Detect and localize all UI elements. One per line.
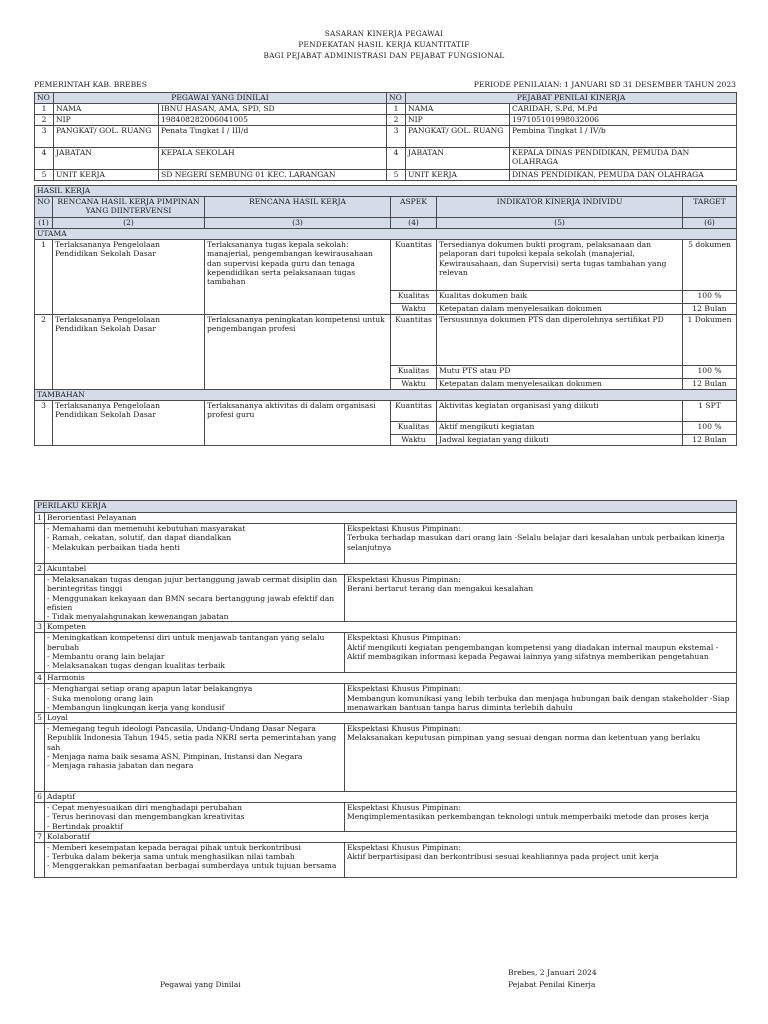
document-subtitle-2: BAGI PEJABAT ADMINISTRASI DAN PEJABAT FUNGSIONAL <box>263 51 505 60</box>
penilai-label: NAMA <box>406 104 510 115</box>
perilaku-title: Loyal <box>45 713 737 724</box>
ekspektasi-label: Ekspektasi Khusus Pimpinan: <box>347 575 461 584</box>
identity-no-header-2: NO <box>387 93 406 104</box>
hk-aspek: Kualitas <box>391 366 437 379</box>
perilaku-ekspektasi <box>345 842 737 877</box>
hasil-kerja-row <box>35 315 737 366</box>
ekspektasi-text: Melaksanakan keputusan pimpinan yang sesuai dengan norma dan ketentuan yang berlaku <box>347 733 701 743</box>
perilaku-no: 4 <box>35 673 45 684</box>
ekspektasi-text: Berani bertarut terang dan mengakui kesalahan <box>347 584 534 594</box>
perilaku-ekspektasi <box>345 803 737 832</box>
perilaku-spacer <box>35 524 45 564</box>
perilaku-title-row <box>35 622 737 633</box>
utama-label: UTAMA <box>35 229 737 240</box>
identity-no: 2 <box>35 115 54 126</box>
hk-no: 1 <box>35 240 53 315</box>
hk-rencana: Terlaksananya peningkatan kompetensi untuk pengembangan profesi <box>205 315 391 390</box>
ekspektasi-text: Mengimplementasikan perkembangan teknologi untuk memperbaiki metode dan proses kerja <box>347 812 709 822</box>
identity-no: 5 <box>35 170 54 181</box>
hk-target: 5 dokumen <box>683 240 737 291</box>
hasil-kerja-row <box>35 401 737 422</box>
perilaku-no: 7 <box>35 831 45 842</box>
hk-rencana-pimpinan: Terlaksananya Pengelolaan Pendidikan Sekolah Dasar <box>53 401 205 446</box>
perilaku-title-row <box>35 564 737 575</box>
identity-value: SD NEGERI SEMBUNG 01 KEC. LARANGAN <box>159 170 387 181</box>
hk-aspek: Kuantitas <box>391 401 437 422</box>
hk-no: 3 <box>35 401 53 446</box>
penilai-value: KEPALA DINAS PENDIDIKAN, PEMUDA DAN OLAHRAGA <box>510 148 737 170</box>
penilai-label: JABATAN <box>406 148 510 170</box>
penilai-header: PEJABAT PENILAI KINERJA <box>406 93 737 104</box>
col-indikator: INDIKATOR KINERJA INDIVIDU <box>437 197 683 218</box>
hk-aspek: Kuantitas <box>391 315 437 366</box>
penilai-value: Pembina Tingkat I / IV/b <box>510 126 737 148</box>
hk-aspek: Waktu <box>391 379 437 390</box>
col-number: (5) <box>437 218 683 229</box>
penilai-no: 3 <box>387 126 406 148</box>
hk-target: 1 Dokumen <box>683 315 737 366</box>
perilaku-title: Akuntabel <box>45 564 737 575</box>
hk-aspek: Kualitas <box>391 291 437 304</box>
ekspektasi-text: Aktif berpartisipasi dan berkontribusi sesuai keahliannya pada project unit kerja <box>347 852 659 861</box>
col-target: TARGET <box>683 197 737 218</box>
hk-target: 100 % <box>683 422 737 435</box>
perilaku-points: - Melaksanakan tugas dengan jujur bertanggung jawab cermat disiplin dan berintegritas tinggi - Menggunakan kekayaan dan BMN secara bertanggung jawab efektif dan efisien - Tidak menyalahgunakan kewenangan jabatan <box>45 575 345 622</box>
perilaku-detail-row <box>35 842 737 877</box>
hk-rencana: Terlaksananya tugas kepala sekolah: manajerial, pengembangan kewirausahaan dan supervisi kepada guru dan tenaga kependidikan serta pelaksanaan tugas tambahan <box>205 240 391 315</box>
penilai-no: 1 <box>387 104 406 115</box>
perilaku-points: - Memahami dan memenuhi kebutuhan masyarakat - Ramah, cekatan, solutif, dan dapat diandalkan - Melakukan perbaikan tiada henti <box>45 524 345 564</box>
hk-aspek: Waktu <box>391 304 437 315</box>
hk-target: 12 Bulan <box>683 379 737 390</box>
identity-value: Penata Tingkat I / III/d <box>159 126 387 148</box>
perilaku-detail-row <box>35 724 737 792</box>
perilaku-detail-row <box>35 684 737 713</box>
col-number: (3) <box>205 218 391 229</box>
perilaku-title: Harmonis <box>45 673 737 684</box>
perilaku-points: - Memegang teguh ideologi Pancasila, Undang-Undang Dasar Negara Republik Indonesia Tahun 1945, setia pada NKRI serta pemerintahan yang sah - Menjaga nama baik sesama ASN, Pimpinan, Instansi dan Negara - Menjaga rahasia jabatan dan negara <box>45 724 345 792</box>
col-number: (1) <box>35 218 53 229</box>
hk-indikator: Mutu PTS atau PD <box>437 366 683 379</box>
perilaku-kerja-table <box>34 500 737 878</box>
sign-date: Brebes, 2 Januari 2024 <box>508 968 597 977</box>
perilaku-ekspektasi <box>345 633 737 673</box>
hk-aspek: Kualitas <box>391 422 437 435</box>
ekspektasi-label: Ekspektasi Khusus Pimpinan: <box>347 724 461 733</box>
perilaku-detail-row <box>35 803 737 832</box>
perilaku-title-row <box>35 792 737 803</box>
identity-label: NIP <box>54 115 159 126</box>
penilai-label: NIP <box>406 115 510 126</box>
perilaku-ekspektasi <box>345 684 737 713</box>
hk-aspek: Kuantitas <box>391 240 437 291</box>
hk-target: 12 Bulan <box>683 304 737 315</box>
col-number: (2) <box>53 218 205 229</box>
perilaku-no: 2 <box>35 564 45 575</box>
hk-rencana: Terlaksananya aktivitas di dalam organisasi profesi guru <box>205 401 391 446</box>
ekspektasi-text: Aktif mengikuti kegiatan pengembangan kompetensi yang diadakan internal maupun ekstemal -Aktif membagikan informasi kepada Pegawai lainnya yang sifatnya memberikan pengetahuan <box>347 642 719 661</box>
identity-row <box>35 148 737 170</box>
periode-label: PERIODE PENILAIAN: 1 JANUARI SD 31 DESEMBER TAHUN 2023 <box>473 80 736 89</box>
col-no: NO <box>35 197 53 218</box>
ekspektasi-text: Terbuka terhadap masukan dari orang lain -Selalu belajar dari kesalahan untuk perbaikan kinerja selanjutnya <box>347 533 725 552</box>
perilaku-spacer <box>35 842 45 877</box>
ekspektasi-text: Membangun komunikasi yang lebih terbuka dan menjaga hubungan baik dengan stakeholder -Siap menawarkan bantuan tanpa harus diminta terlebih dahulu <box>347 693 730 712</box>
perilaku-title-row <box>35 513 737 524</box>
penilai-value: 197105101998032006 <box>510 115 737 126</box>
hk-indikator: Aktivitas kegiatan organisasi yang diikuti <box>437 401 683 422</box>
perilaku-title: Berorientasi Pelayanan <box>45 513 737 524</box>
sign-pegawai-label: Pegawai yang Dinilai <box>160 980 241 989</box>
hk-no: 2 <box>35 315 53 390</box>
perilaku-detail-row <box>35 575 737 622</box>
perilaku-spacer <box>35 684 45 713</box>
hk-indikator: Jadwal kegiatan yang diikuti <box>437 435 683 446</box>
identity-value: KEPALA SEKOLAH <box>159 148 387 170</box>
col-rencana: RENCANA HASIL KERJA <box>205 197 391 218</box>
perilaku-spacer <box>35 575 45 622</box>
perilaku-spacer <box>35 633 45 673</box>
perilaku-no: 6 <box>35 792 45 803</box>
ekspektasi-label: Ekspektasi Khusus Pimpinan: <box>347 842 461 852</box>
perilaku-no: 5 <box>35 713 45 724</box>
penilai-value: DINAS PENDIDIKAN, PEMUDA DAN OLAHRAGA <box>510 170 737 181</box>
hasil-kerja-label: HASIL KERJA <box>35 186 737 197</box>
perilaku-title-row <box>35 713 737 724</box>
perilaku-points: - Meningkatkan kompetensi diri untuk menjawab tantangan yang selalu berubah - Membantu orang lain belajar - Melaksanakan tugas dengan kualitas terbaik <box>45 633 345 673</box>
identity-row <box>35 115 737 126</box>
perilaku-spacer <box>35 724 45 792</box>
ekspektasi-label: Ekspektasi Khusus Pimpinan: <box>347 803 461 812</box>
identity-no: 4 <box>35 148 54 170</box>
hk-target: 1 SPT <box>683 401 737 422</box>
perilaku-points: - Cepat menyesuaikan diri menghadapi perubahan - Terus berinovasi dan mengembangkan kreativitas - Bertindak proaktif <box>45 803 345 832</box>
document-title: SASARAN KINERJA PEGAWAI <box>324 29 444 38</box>
penilai-no: 2 <box>387 115 406 126</box>
hk-indikator: Tersedianya dokumen bukti program, pelaksanaan dan pelaporan dari tupoksi kepala sekolah (manajerial, Kewirausahaan, dan Supervisi) serta tugas tambahan yang relevan <box>437 240 683 291</box>
perilaku-title: Kolaboratif <box>45 831 737 842</box>
identity-value: IBNU HASAN, AMA, SPD, SD <box>159 104 387 115</box>
hk-target: 100 % <box>683 366 737 379</box>
col-rencana-pimpinan: RENCANA HASIL KERJA PIMPINAN YANG DIINTERVENSI <box>53 197 205 218</box>
identity-row <box>35 104 737 115</box>
perilaku-detail-row <box>35 633 737 673</box>
col-number: (4) <box>391 218 437 229</box>
identity-label: UNIT KERJA <box>54 170 159 181</box>
penilai-no: 4 <box>387 148 406 170</box>
perilaku-title-row <box>35 831 737 842</box>
hk-indikator: Tersusunnya dokumen PTS dan diperolehnya sertifikat PD <box>437 315 683 366</box>
identity-value: 198408282006041005 <box>159 115 387 126</box>
identity-table <box>34 92 737 181</box>
penilai-value: CARIDAH, S.Pd, M.Pd <box>510 104 737 115</box>
perilaku-title-row <box>35 673 737 684</box>
identity-row <box>35 170 737 181</box>
perilaku-points: - Menghargai setiap orang apapun latar belakangnya - Suka menolong orang lain - Membangun lingkungan kerja yang kondusif <box>45 684 345 713</box>
identity-no: 3 <box>35 126 54 148</box>
perilaku-ekspektasi <box>345 524 737 564</box>
identity-row <box>35 126 737 148</box>
perilaku-title: Kompeten <box>45 622 737 633</box>
hasil-kerja-table <box>34 185 737 446</box>
hk-target: 100 % <box>683 291 737 304</box>
hk-aspek: Waktu <box>391 435 437 446</box>
hk-rencana-pimpinan: Terlaksananya Pengelolaan Pendidikan Sekolah Dasar <box>53 240 205 315</box>
ekspektasi-label: Ekspektasi Khusus Pimpinan: <box>347 524 461 533</box>
perilaku-points: - Memberi kesempatan kepada beragai pihak untuk berkontribusi - Terbuka dalam bekerja sama untuk menghasilkan nilai tambah - Menggerakkan pemanfaatan berbagai sumberdaya untuk tujuan bersama <box>45 842 345 877</box>
col-number: (6) <box>683 218 737 229</box>
hk-indikator: Kualitas dokumen baik <box>437 291 683 304</box>
pegawai-header: PEGAWAI YANG DINILAI <box>54 93 387 104</box>
hk-target: 12 Bulan <box>683 435 737 446</box>
document-header <box>0 28 768 61</box>
identity-label: JABATAN <box>54 148 159 170</box>
identity-no: 1 <box>35 104 54 115</box>
perilaku-ekspektasi <box>345 724 737 792</box>
sign-penilai-label: Pejabat Penilai Kinerja <box>508 980 596 989</box>
ekspektasi-label: Ekspektasi Khusus Pimpinan: <box>347 684 461 694</box>
perilaku-no: 1 <box>35 513 45 524</box>
instansi-label: PEMERINTAH KAB. BREBES <box>34 80 147 89</box>
tambahan-label: TAMBAHAN <box>35 390 737 401</box>
hasil-kerja-row <box>35 240 737 291</box>
perilaku-detail-row <box>35 524 737 564</box>
penilai-label: UNIT KERJA <box>406 170 510 181</box>
perilaku-ekspektasi <box>345 575 737 622</box>
perilaku-no: 3 <box>35 622 45 633</box>
penilai-label: PANGKAT/ GOL. RUANG <box>406 126 510 148</box>
hk-indikator: Ketepatan dalam menyelesaikan dokumen <box>437 379 683 390</box>
identity-no-header: NO <box>35 93 54 104</box>
hk-indikator: Aktif mengikuti kegiatan <box>437 422 683 435</box>
perilaku-spacer <box>35 803 45 832</box>
col-aspek: ASPEK <box>391 197 437 218</box>
perilaku-title: Adaptif <box>45 792 737 803</box>
penilai-no: 5 <box>387 170 406 181</box>
perilaku-kerja-label: PERILAKU KERJA <box>35 501 737 513</box>
identity-label: NAMA <box>54 104 159 115</box>
ekspektasi-label: Ekspektasi Khusus Pimpinan: <box>347 633 461 643</box>
hk-rencana-pimpinan: Terlaksananya Pengelolaan Pendidikan Sekolah Dasar <box>53 315 205 390</box>
hk-indikator: Ketepatan dalam menyelesaikan dokumen <box>437 304 683 315</box>
identity-label: PANGKAT/ GOL. RUANG <box>54 126 159 148</box>
document-subtitle: PENDEKATAN HASIL KERJA KUANTITATIF <box>298 40 470 49</box>
meta-row <box>34 80 736 90</box>
